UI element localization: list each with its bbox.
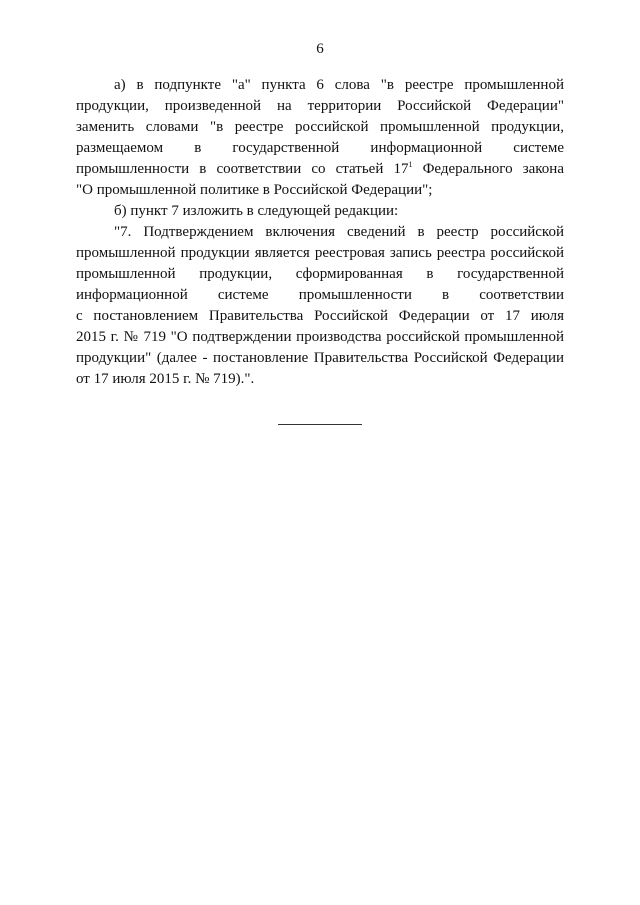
text-line: б) пункт 7 изложить в следующей редакции: [114, 203, 399, 219]
text-line: с постановлением Правительства Российской Федерации от 17 июля [76, 308, 564, 324]
text-line: информационной системе промышленности в соответствии [76, 287, 564, 303]
paragraph-item-b-quote [76, 222, 564, 390]
text-line: а) в подпункте "а" пункта 6 слова "в реестре промышленной [114, 77, 564, 93]
text-line: заменить словами "в реестре российской промышленной продукции, [76, 119, 564, 135]
text-line: 2015 г. № 719 "О подтверждении производства российской промышленной [76, 329, 564, 345]
superscript-footnote: 1 [408, 160, 413, 169]
text-line: "О промышленной политике в Российской Федерации"; [76, 182, 433, 198]
page-number: 6 [316, 41, 324, 57]
text-line-with-footnote [76, 159, 564, 180]
text-fragment: промышленности в соответствии со статьей 17 [76, 161, 409, 177]
document-body [76, 75, 564, 390]
end-separator-line [278, 424, 362, 425]
text-line: продукции, произведенной на территории Российской Федерации" [76, 98, 564, 114]
text-line: промышленной продукции, сформированная в государственной [76, 266, 564, 282]
text-line: размещаемом в государственной информационной системе [76, 140, 564, 156]
text-line: продукции" (далее - постановление Правительства Российской Федерации [76, 350, 564, 366]
text-line: от 17 июля 2015 г. № 719).". [76, 371, 255, 387]
text-line: промышленной продукции является реестровая запись реестра российской [76, 245, 564, 261]
text-line: "7. Подтверждением включения сведений в реестр российской [114, 224, 564, 240]
text-fragment: Федерального закона [422, 161, 564, 177]
paragraph-item-b-intro [76, 201, 564, 222]
paragraph-item-a [76, 75, 564, 201]
